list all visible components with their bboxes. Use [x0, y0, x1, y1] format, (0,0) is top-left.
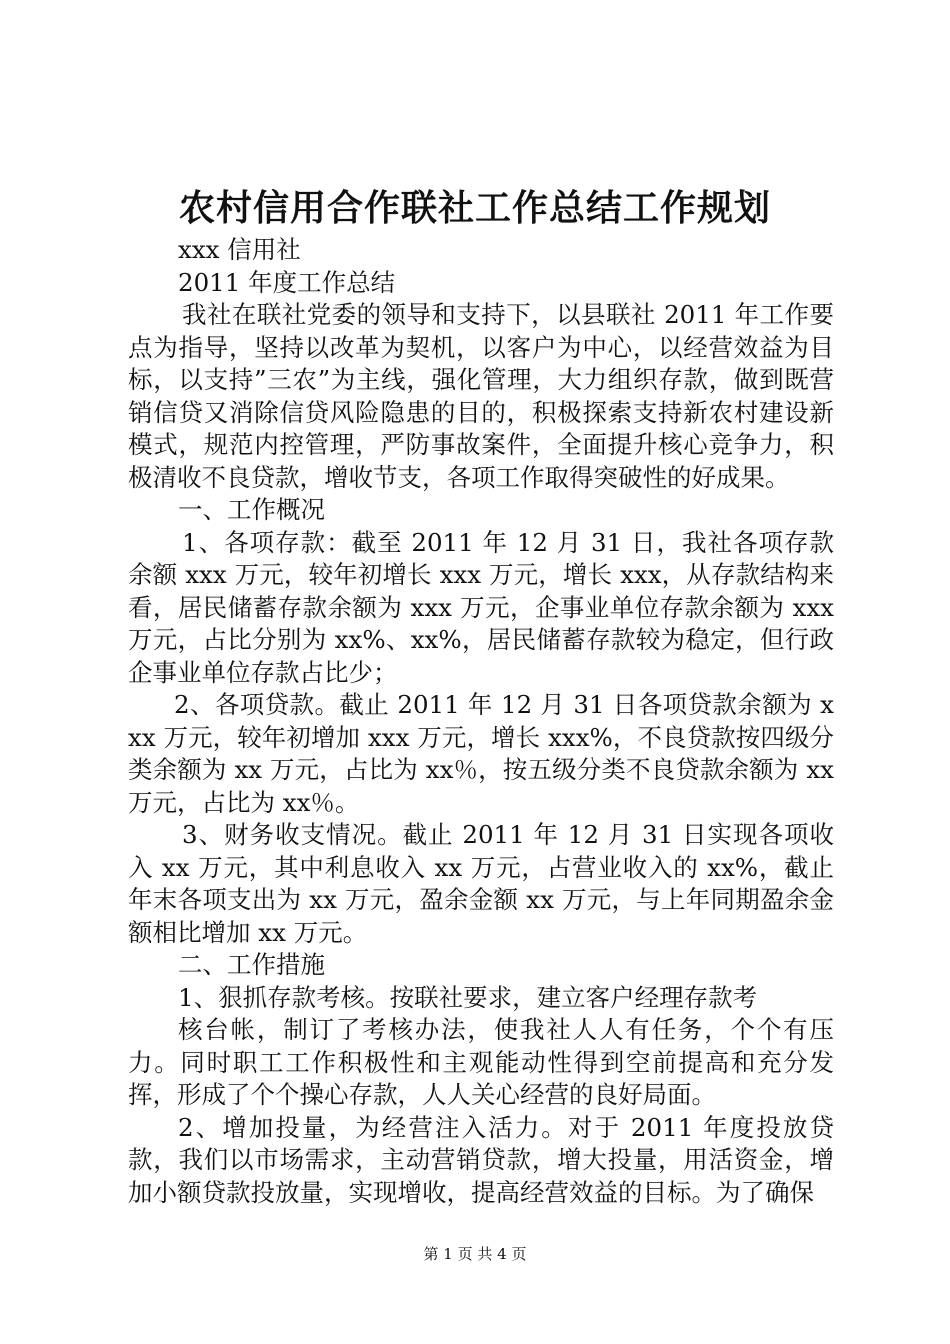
section-heading-overview: 一、工作概况: [178, 495, 325, 524]
paragraph-report-heading: 2011 年度工作总结: [178, 267, 396, 297]
paragraph-intro: 我社在联社党委的领导和支持下，以县联社 2011 年工作要点为指导，坚持以改革为契机，以客户为中心，以经营效益为目标，以支持”三农”为主线，强化管理，大力组织存款，做到既营销信贷又消除信贷风险隐患的目的，积极探索支持新农村建设新模式，规范内控管理，严防事故案件，全面提升核心竞争力，积极清收不良贷款，增收节支，各项工作取得突破性的好成果。: [128, 300, 834, 492]
paragraph-deposits: 1、各项存款：截至 2011 年 12 月 31 日，我社各项存款余额 xxx 万元，较年初增长 xxx 万元，增长 xxx，从存款结构来看，居民储蓄存款余额为 xxx 万元，企事业单位存款余额为 xxx 万元，占比分别为 xx%、xx%，居民储蓄存款较为稳定，但行政企事业单位存款占比少；: [128, 527, 834, 687]
paragraph-loans: 2、各项贷款。截止 2011 年 12 月 31 日各项贷款余额为 xxx 万元，较年初增加 xxx 万元，增长 xxx%，不良贷款按四级分类余额为 xx 万元，占比为 xx％，按五级分类不良贷款余额为 xx 万元，占比为 xx％。: [128, 690, 834, 817]
paragraph-measure-1: 1、狠抓存款考核。按联社要求，建立客户经理存款考: [178, 982, 758, 1012]
paragraph-organization: xxx 信用社: [178, 235, 301, 264]
document-title: 农村信用合作联社工作总结工作规划: [178, 187, 771, 229]
paragraph-measure-1-cont: 核台帐，制订了考核办法，使我社人人有任务，个个有压力。同时职工工作积极性和主观能动性得到空前提高和充分发挥，形成了个个操心存款，人人关心经营的良好局面。: [128, 1015, 834, 1109]
page-footer: 第 1 页 共 4 页: [423, 1245, 527, 1263]
section-heading-measures: 二、工作措施: [178, 950, 325, 979]
document-body: [128, 234, 834, 1209]
paragraph-measure-2: 2、增加投量，为经营注入活力。对于 2011 年度投放贷款，我们以市场需求，主动营销贷款，增大投量，用活资金，增加小额贷款投放量，实现增收，提高经营效益的目标。为了确保: [128, 1112, 834, 1207]
paragraph-finance: 3、财务收支情况。截止 2011 年 12 月 31 日实现各项收入 xx 万元，其中利息收入 xx 万元，占营业收入的 xx%，截止年末各项支出为 xx 万元，盈余金额 xx 万元，与上年同期盈余金额相比增加 xx 万元。: [128, 820, 834, 947]
